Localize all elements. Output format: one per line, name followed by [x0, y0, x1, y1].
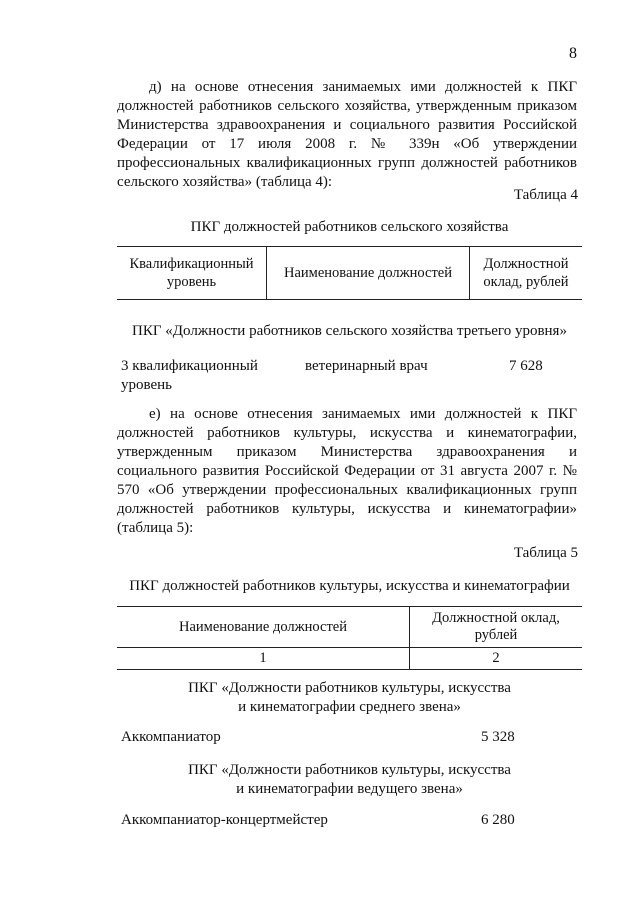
- table5-group1-position: Аккомпаниатор: [121, 729, 221, 745]
- table5-group2-title-line1: ПКГ «Должности работников культуры, искусства: [188, 762, 511, 778]
- table5-group1-title-line1: ПКГ «Должности работников культуры, искусства: [188, 680, 511, 696]
- table4-header-level: Квалификационный уровень: [117, 247, 267, 300]
- table5-group1-salary: 5 328: [481, 729, 515, 745]
- table5-group1-title: [117, 679, 582, 717]
- table4-header: [117, 246, 582, 300]
- page-number: 8: [569, 45, 577, 62]
- table4-label: Таблица 4: [513, 187, 578, 203]
- paragraph-e-text: е) на основе отнесения занимаемых ими должностей к ПКГ должностей работников культуры, искусства и кинематографии, утвержденным приказом Министерства здравоохранения и социального развития Российской Федерации от 31 августа 2007 г. № 570 «Об утверждении профессиональных квалификационных групп должностей работников культуры, искусства и кинематографии» (таблица 5):: [117, 406, 577, 536]
- table4-row-position: ветеринарный врач: [305, 358, 428, 374]
- table5-group2-title: [117, 761, 582, 799]
- table5-header-position: Наименование должностей: [117, 607, 410, 648]
- paragraph-e: [117, 405, 577, 538]
- table4-row-level: 3 квалификационный уровень: [121, 358, 258, 393]
- table4-header-position: Наименование должностей: [267, 247, 470, 300]
- table4-group-title: ПКГ «Должности работников сельского хозяйства третьего уровня»: [132, 323, 567, 339]
- table5-group1-title-line2: и кинематографии среднего звена»: [238, 699, 461, 715]
- table5-header: [117, 606, 582, 670]
- table5-label: Таблица 5: [513, 545, 578, 561]
- table5-header-salary: Должностной оклад, рублей: [410, 607, 583, 648]
- table5-group2-salary: 6 280: [481, 812, 515, 828]
- table5-col-number-2: 2: [410, 648, 583, 670]
- table4-header-salary: Должностной оклад, рублей: [470, 247, 583, 300]
- paragraph-d: [117, 78, 577, 192]
- table5-group2-position: Аккомпаниатор-концертмейстер: [121, 812, 328, 828]
- table4-row-salary: 7 628: [509, 358, 543, 374]
- table5-title: ПКГ должностей работников культуры, искусства и кинематографии: [129, 578, 570, 594]
- table4-title: ПКГ должностей работников сельского хозяйства: [190, 219, 509, 235]
- paragraph-d-text: д) на основе отнесения занимаемых ими должностей к ПКГ должностей работников сельского хозяйства, утвержденным приказом Министерства здравоохранения и социального развития Российской Федерации от 17 июля 2008 г. № 339н «Об утверждении профессиональных квалификационных групп должностей работников сельского хозяйства» (таблица 4):: [117, 79, 577, 190]
- table5-group2-title-line2: и кинематографии ведущего звена»: [236, 781, 463, 797]
- table5-col-number-1: 1: [117, 648, 410, 670]
